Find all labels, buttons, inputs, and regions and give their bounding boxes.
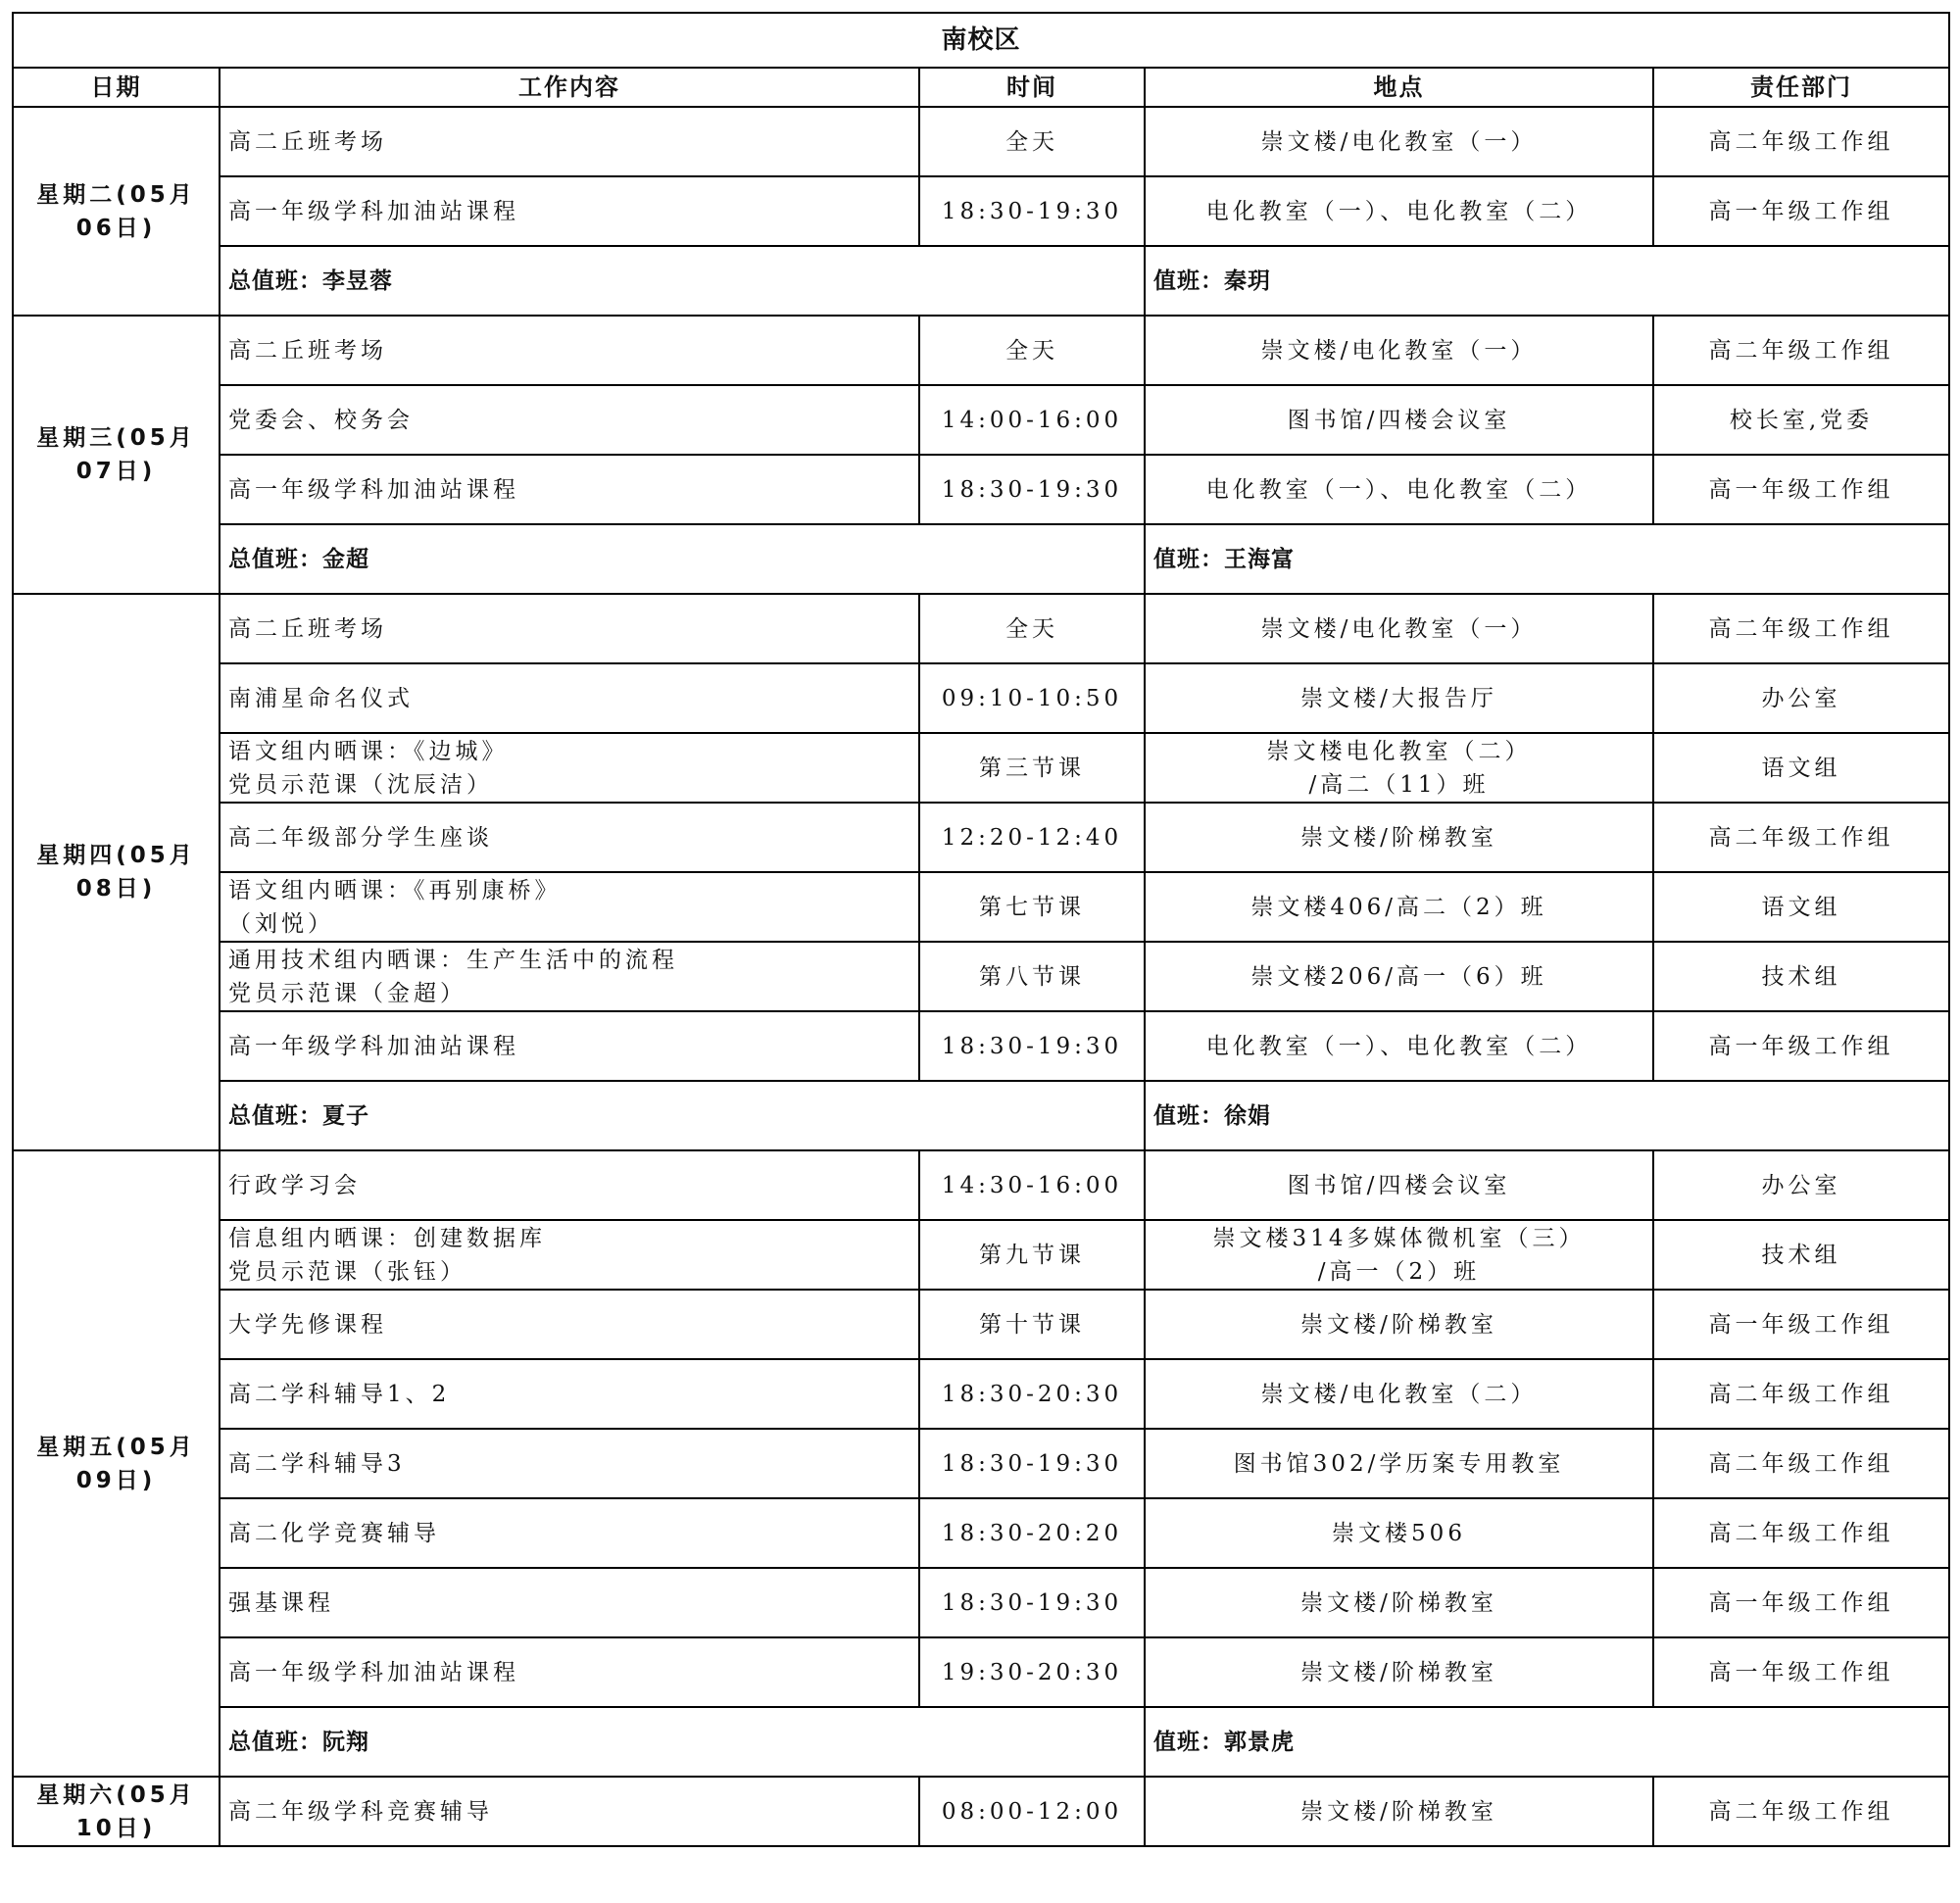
work-content-cell [220, 1290, 919, 1359]
place-cell [1145, 316, 1653, 385]
place-cell [1145, 733, 1653, 803]
place-cell [1145, 1777, 1653, 1846]
dept-cell: 高二年级工作组 [1653, 803, 1949, 872]
work-content-cell [220, 1777, 919, 1846]
time-cell: 08:00-12:00 [919, 1777, 1145, 1846]
time-cell: 19:30-20:30 [919, 1637, 1145, 1707]
work-content-cell [220, 1011, 919, 1081]
time-cell: 第九节课 [919, 1220, 1145, 1290]
header-date: 日期 [13, 68, 220, 107]
cell-line: 崇文楼/电化教室（一） [1260, 128, 1538, 155]
place-cell [1145, 1637, 1653, 1707]
duty-cell: 值班：王海富 [1145, 524, 1949, 594]
work-content-cell [220, 733, 919, 803]
cell-line: 高一年级学科加油站课程 [228, 1659, 519, 1685]
time-cell: 12:20-12:40 [919, 803, 1145, 872]
main-duty-cell: 总值班：金超 [220, 524, 1145, 594]
schedule-table [12, 12, 1950, 1847]
time-cell: 18:30-19:30 [919, 176, 1145, 246]
cell-line: 高二丘班考场 [228, 337, 387, 364]
cell-line: 崇文楼314多媒体微机室（三） [1212, 1225, 1586, 1251]
table-row [13, 1777, 1949, 1846]
time-cell: 第八节课 [919, 942, 1145, 1011]
duty-row [13, 246, 1949, 316]
cell-line: 高一年级学科加油站课程 [228, 1033, 519, 1059]
place-cell [1145, 107, 1653, 176]
cell-line: 行政学习会 [228, 1172, 361, 1198]
table-row [13, 733, 1949, 803]
dept-cell: 高一年级工作组 [1653, 176, 1949, 246]
cell-line: 崇文楼/电化教室（一） [1260, 615, 1538, 642]
duty-row [13, 524, 1949, 594]
dept-cell: 高一年级工作组 [1653, 1637, 1949, 1707]
work-content-cell [220, 942, 919, 1011]
table-row [13, 1220, 1949, 1290]
cell-line: 高二丘班考场 [228, 615, 387, 642]
table-row [13, 455, 1949, 524]
work-content-cell [220, 1568, 919, 1637]
time-cell: 14:00-16:00 [919, 385, 1145, 455]
cell-line: 强基课程 [228, 1589, 334, 1616]
cell-line: 崇文楼/阶梯教室 [1300, 1311, 1497, 1338]
time-cell: 14:30-16:00 [919, 1150, 1145, 1220]
dept-cell: 高二年级工作组 [1653, 1498, 1949, 1568]
work-content-cell [220, 107, 919, 176]
header-place: 地点 [1145, 68, 1653, 107]
table-row [13, 594, 1949, 663]
place-cell [1145, 1429, 1653, 1498]
cell-line: 高二年级部分学生座谈 [228, 824, 493, 851]
cell-line: 崇文楼/大报告厅 [1300, 685, 1497, 711]
header-content: 工作内容 [220, 68, 919, 107]
cell-line: 高一年级学科加油站课程 [228, 198, 519, 224]
cell-line: 崇文楼406/高二（2）班 [1250, 894, 1547, 920]
work-content-cell [220, 1150, 919, 1220]
cell-line: 大学先修课程 [228, 1311, 387, 1338]
cell-line: 崇文楼/电化教室（一） [1260, 337, 1538, 364]
table-row [13, 107, 1949, 176]
header-dept: 责任部门 [1653, 68, 1949, 107]
cell-line: /高一（2）班 [1317, 1258, 1481, 1285]
place-cell [1145, 1568, 1653, 1637]
work-content-cell [220, 803, 919, 872]
cell-line: 通用技术组内晒课：生产生活中的流程 [228, 947, 678, 973]
dept-cell: 技术组 [1653, 1220, 1949, 1290]
time-cell: 18:30-19:30 [919, 455, 1145, 524]
place-cell [1145, 1498, 1653, 1568]
dept-cell: 高二年级工作组 [1653, 1359, 1949, 1429]
table-row [13, 872, 1949, 942]
duty-row [13, 1081, 1949, 1150]
cell-line: 崇文楼/阶梯教室 [1300, 1798, 1497, 1825]
time-cell: 18:30-20:20 [919, 1498, 1145, 1568]
place-cell [1145, 1150, 1653, 1220]
cell-line: 崇文楼电化教室（二） [1266, 738, 1532, 764]
table-row [13, 1498, 1949, 1568]
cell-line: 电化教室（一）、电化教室（二） [1205, 476, 1592, 503]
cell-line: 语文组内晒课：《再别康桥》 [228, 877, 562, 903]
dept-cell: 办公室 [1653, 663, 1949, 733]
time-cell: 全天 [919, 107, 1145, 176]
place-cell [1145, 385, 1653, 455]
cell-line: 高二年级学科竞赛辅导 [228, 1798, 493, 1825]
cell-line: 崇文楼/阶梯教室 [1300, 1589, 1497, 1616]
cell-line: 南浦星命名仪式 [228, 685, 414, 711]
dept-cell: 高二年级工作组 [1653, 316, 1949, 385]
date-cell: 星期五(05月09日) [13, 1150, 220, 1777]
dept-cell: 校长室,党委 [1653, 385, 1949, 455]
cell-line: 崇文楼506 [1332, 1520, 1466, 1546]
place-cell [1145, 594, 1653, 663]
table-row [13, 1568, 1949, 1637]
time-cell: 全天 [919, 594, 1145, 663]
place-cell [1145, 176, 1653, 246]
work-content-cell [220, 663, 919, 733]
time-cell: 18:30-19:30 [919, 1011, 1145, 1081]
place-cell [1145, 1359, 1653, 1429]
schedule-body [13, 107, 1949, 1846]
cell-line: 图书馆/四楼会议室 [1287, 1172, 1511, 1198]
dept-cell: 高一年级工作组 [1653, 455, 1949, 524]
dept-cell: 高二年级工作组 [1653, 107, 1949, 176]
date-cell: 星期四(05月08日) [13, 594, 220, 1150]
dept-cell: 高二年级工作组 [1653, 1777, 1949, 1846]
cell-line: 崇文楼206/高一（6）班 [1250, 963, 1547, 990]
duty-cell: 值班：徐娟 [1145, 1081, 1949, 1150]
cell-line: /高二（11）班 [1308, 771, 1490, 798]
dept-cell: 高一年级工作组 [1653, 1568, 1949, 1637]
work-content-cell [220, 176, 919, 246]
table-row [13, 663, 1949, 733]
place-cell [1145, 872, 1653, 942]
dept-cell: 语文组 [1653, 733, 1949, 803]
table-row [13, 803, 1949, 872]
main-duty-cell: 总值班：夏子 [220, 1081, 1145, 1150]
cell-line: 党委会、校务会 [228, 407, 414, 433]
cell-line: 高二丘班考场 [228, 128, 387, 155]
cell-line: 电化教室（一）、电化教室（二） [1205, 198, 1592, 224]
duty-cell: 值班：秦玥 [1145, 246, 1949, 316]
cell-line: 电化教室（一）、电化教室（二） [1205, 1033, 1592, 1059]
cell-line: 图书馆302/学历案专用教室 [1233, 1450, 1565, 1477]
place-cell [1145, 1011, 1653, 1081]
place-cell [1145, 1290, 1653, 1359]
time-cell: 18:30-20:30 [919, 1359, 1145, 1429]
table-row [13, 1150, 1949, 1220]
time-cell: 第七节课 [919, 872, 1145, 942]
time-cell: 第三节课 [919, 733, 1145, 803]
cell-line: 高二化学竞赛辅导 [228, 1520, 440, 1546]
table-row [13, 1011, 1949, 1081]
work-content-cell [220, 1359, 919, 1429]
dept-cell: 高二年级工作组 [1653, 594, 1949, 663]
duty-cell: 值班：郭景虎 [1145, 1707, 1949, 1777]
cell-line: 高一年级学科加油站课程 [228, 476, 519, 503]
date-cell: 星期六(05月10日) [13, 1777, 220, 1846]
cell-line: 崇文楼/阶梯教室 [1300, 1659, 1497, 1685]
dept-cell: 高一年级工作组 [1653, 1290, 1949, 1359]
cell-line: 党员示范课（金超） [228, 980, 466, 1006]
header-time: 时间 [919, 68, 1145, 107]
work-content-cell [220, 385, 919, 455]
cell-line: 语文组内晒课：《边城》 [228, 738, 509, 764]
place-cell [1145, 1220, 1653, 1290]
dept-cell: 技术组 [1653, 942, 1949, 1011]
cell-line: 崇文楼/阶梯教室 [1300, 824, 1497, 851]
cell-line: 党员示范课（张钰） [228, 1258, 466, 1285]
time-cell: 全天 [919, 316, 1145, 385]
time-cell: 18:30-19:30 [919, 1568, 1145, 1637]
work-content-cell [220, 1637, 919, 1707]
cell-line: （刘悦） [228, 910, 334, 937]
time-cell: 09:10-10:50 [919, 663, 1145, 733]
cell-line: 高二学科辅导3 [228, 1450, 406, 1477]
date-cell: 星期三(05月07日) [13, 316, 220, 594]
time-cell: 第十节课 [919, 1290, 1145, 1359]
work-content-cell [220, 1498, 919, 1568]
table-row [13, 1359, 1949, 1429]
work-content-cell [220, 316, 919, 385]
table-row [13, 1637, 1949, 1707]
dept-cell: 高二年级工作组 [1653, 1429, 1949, 1498]
table-row [13, 1429, 1949, 1498]
table-title: 南校区 [13, 13, 1949, 68]
main-duty-cell: 总值班：李昱蓉 [220, 246, 1145, 316]
cell-line: 信息组内晒课：创建数据库 [228, 1225, 546, 1251]
table-row [13, 385, 1949, 455]
dept-cell: 办公室 [1653, 1150, 1949, 1220]
cell-line: 崇文楼/电化教室（二） [1260, 1381, 1538, 1407]
duty-row [13, 1707, 1949, 1777]
work-content-cell [220, 1220, 919, 1290]
time-cell: 18:30-19:30 [919, 1429, 1145, 1498]
table-row [13, 942, 1949, 1011]
cell-line: 高二学科辅导1、2 [228, 1381, 451, 1407]
place-cell [1145, 455, 1653, 524]
cell-line: 图书馆/四楼会议室 [1287, 407, 1511, 433]
work-content-cell [220, 594, 919, 663]
dept-cell: 语文组 [1653, 872, 1949, 942]
place-cell [1145, 663, 1653, 733]
main-duty-cell: 总值班：阮翔 [220, 1707, 1145, 1777]
table-row [13, 176, 1949, 246]
dept-cell: 高一年级工作组 [1653, 1011, 1949, 1081]
table-row [13, 1290, 1949, 1359]
date-cell: 星期二(05月06日) [13, 107, 220, 316]
work-content-cell [220, 1429, 919, 1498]
cell-line: 党员示范课（沈辰洁） [228, 771, 493, 798]
work-content-cell [220, 455, 919, 524]
place-cell [1145, 942, 1653, 1011]
work-content-cell [220, 872, 919, 942]
table-row [13, 316, 1949, 385]
place-cell [1145, 803, 1653, 872]
